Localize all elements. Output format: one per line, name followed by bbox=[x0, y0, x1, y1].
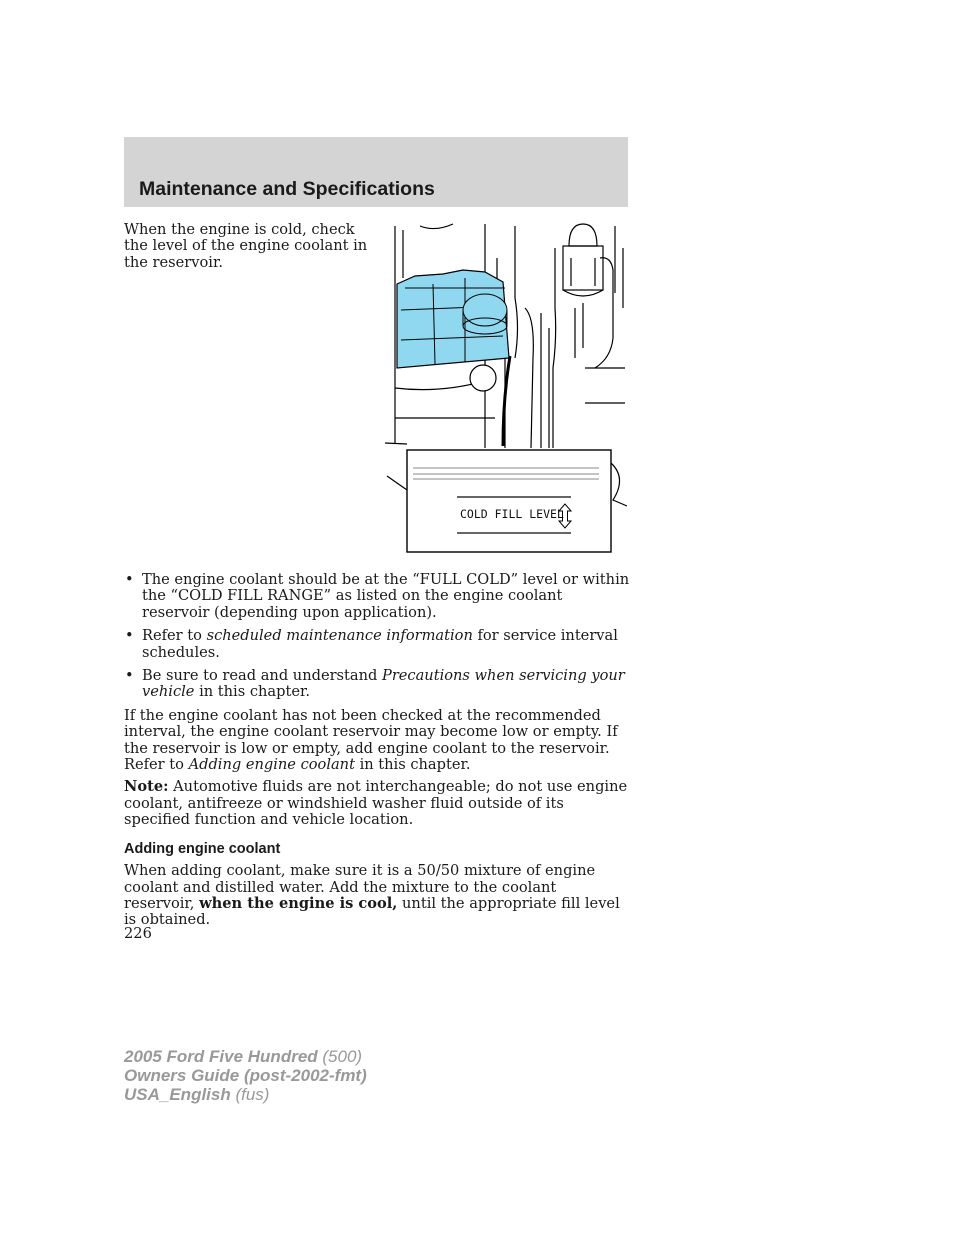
document-footer bbox=[124, 1047, 367, 1104]
coolant-reservoir-figure bbox=[385, 218, 630, 558]
footer-line1-light: (500) bbox=[317, 1047, 363, 1066]
bullet-item: • The engine coolant should be at the “FULL COLD” level or within the “COLD FILL RANGE” as listed on the engine coolant reservoir (depending upon application). bbox=[125, 571, 630, 621]
text-run: The engine coolant should be at the “FULL COLD” level or within the “COLD FILL RANGE” as listed on the engine coolant reservoir (depending upon application). bbox=[142, 571, 630, 621]
text-run: If the engine coolant has not been checked at the recommended interval, the engine coolant reservoir may become low or empty. If the reservoir is low or empty, add engine coolant to the reservoir. Refer to bbox=[124, 706, 618, 774]
note-text: Automotive fluids are not interchangeable; do not use engine coolant, antifreeze or windshield washer fluid outside of its specified function and vehicle location. bbox=[124, 778, 628, 829]
intro-paragraph: When the engine is cold, check the level of the engine coolant in the reservoir. bbox=[124, 221, 368, 271]
note-label: Note: bbox=[124, 778, 169, 796]
footer-line3-light: (fus) bbox=[230, 1085, 270, 1104]
bold-run: when the engine is cool, bbox=[199, 894, 398, 912]
bullet-item: • Be sure to read and understand Precautions when servicing your vehicle in this chapter. bbox=[125, 667, 625, 701]
text-run: in this chapter. bbox=[354, 756, 471, 774]
subheading: Adding engine coolant bbox=[124, 840, 281, 857]
text-run: Be sure to read and understand bbox=[142, 667, 382, 685]
italic-run: scheduled maintenance information bbox=[206, 627, 473, 645]
note-paragraph bbox=[124, 779, 630, 828]
text-run: Refer to bbox=[142, 627, 207, 645]
footer-line2-bold: Owners Guide (post-2002-fmt) bbox=[124, 1066, 367, 1085]
bullet-list bbox=[124, 572, 630, 701]
bullet-item: • Refer to scheduled maintenance information for service interval schedules. bbox=[125, 627, 618, 661]
body-column bbox=[124, 572, 630, 935]
italic-run: Adding engine coolant bbox=[188, 756, 355, 774]
text-run: until the appropriate fill level is obtained. bbox=[124, 894, 620, 929]
coolant-low-paragraph bbox=[124, 708, 630, 774]
adding-coolant-paragraph bbox=[124, 863, 630, 929]
cold-fill-level-label: COLD FILL LEVEL bbox=[460, 507, 564, 521]
text-run: When adding coolant, make sure it is a 50/50 mixture of engine coolant and distilled water. Add the mixture to the coolant reservoir, bbox=[124, 862, 596, 912]
text-run: in this chapter. bbox=[194, 683, 310, 701]
section-header-band bbox=[124, 137, 628, 207]
footer-line1-bold: 2005 Ford Five Hundred bbox=[124, 1047, 318, 1066]
section-title: Maintenance and Specifications bbox=[139, 178, 435, 200]
italic-run: Precautions when servicing your vehicle bbox=[142, 667, 625, 701]
page-number: 226 bbox=[124, 925, 152, 942]
text-run: for service interval schedules. bbox=[142, 627, 618, 661]
footer-line3-bold: USA_English bbox=[124, 1085, 231, 1104]
